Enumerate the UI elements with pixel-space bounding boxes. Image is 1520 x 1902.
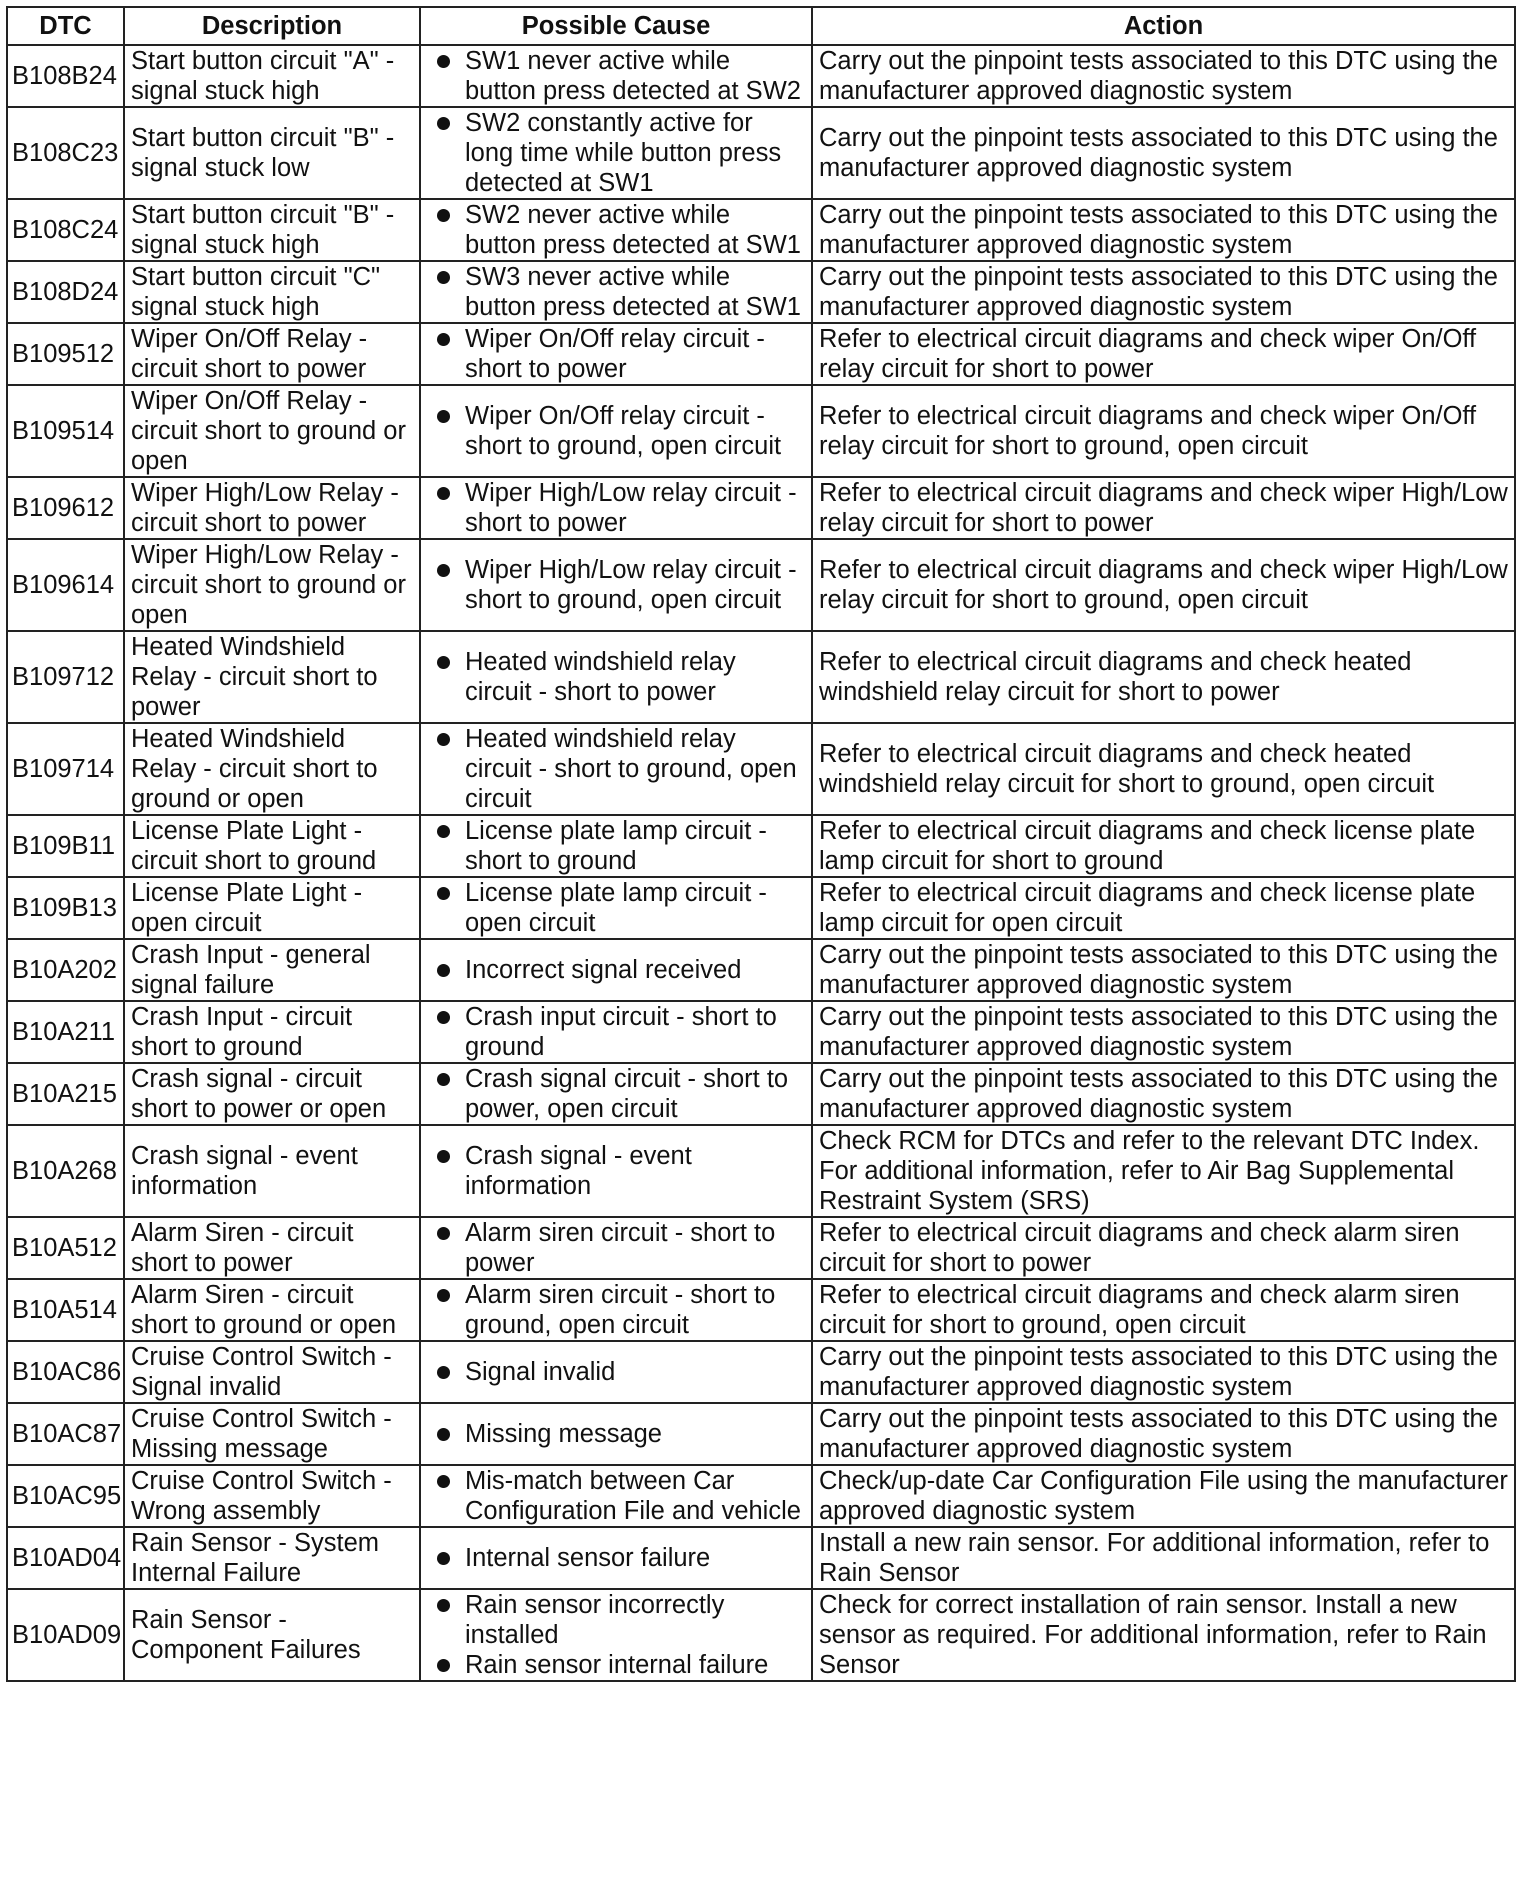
dtc-code: B108C23 xyxy=(7,107,124,199)
cause-item: Rain sensor internal failure xyxy=(431,1650,805,1680)
cause-item: Signal invalid xyxy=(431,1357,805,1387)
action-text: Refer to electrical circuit diagrams and check alarm siren circuit for short to ground, open circuit xyxy=(812,1279,1515,1341)
action-text: Carry out the pinpoint tests associated to this DTC using the manufacturer approved diagnostic system xyxy=(812,1403,1515,1465)
action-text: Refer to electrical circuit diagrams and check wiper On/Off relay circuit for short to ground, open circuit xyxy=(812,385,1515,477)
cause-list xyxy=(431,1466,805,1526)
action-text: Carry out the pinpoint tests associated to this DTC using the manufacturer approved diagnostic system xyxy=(812,45,1515,107)
cause-list xyxy=(431,200,805,260)
cause-item: Incorrect signal received xyxy=(431,955,805,985)
dtc-code: B10AD09 xyxy=(7,1589,124,1681)
action-text: Carry out the pinpoint tests associated to this DTC using the manufacturer approved diagnostic system xyxy=(812,1341,1515,1403)
possible-cause-cell xyxy=(420,107,812,199)
dtc-description: Heated Windshield Relay - circuit short to power xyxy=(124,631,420,723)
action-text: Refer to electrical circuit diagrams and check wiper On/Off relay circuit for short to power xyxy=(812,323,1515,385)
table-row xyxy=(7,539,1515,631)
table-row xyxy=(7,107,1515,199)
cause-list xyxy=(431,555,805,615)
dtc-description: Crash Input - general signal failure xyxy=(124,939,420,1001)
table-row xyxy=(7,1063,1515,1125)
cause-item: Alarm siren circuit - short to ground, open circuit xyxy=(431,1280,805,1340)
possible-cause-cell xyxy=(420,1217,812,1279)
cause-item: Crash signal circuit - short to power, open circuit xyxy=(431,1064,805,1124)
cause-item: Rain sensor incorrectly installed xyxy=(431,1590,805,1650)
dtc-code: B109614 xyxy=(7,539,124,631)
header-row xyxy=(7,7,1515,45)
possible-cause-cell xyxy=(420,1527,812,1589)
dtc-code: B10A512 xyxy=(7,1217,124,1279)
cause-item: Wiper On/Off relay circuit - short to ground, open circuit xyxy=(431,401,805,461)
dtc-description: Start button circuit "B" - signal stuck high xyxy=(124,199,420,261)
action-text: Refer to electrical circuit diagrams and check wiper High/Low relay circuit for short to ground, open circuit xyxy=(812,539,1515,631)
table-row xyxy=(7,477,1515,539)
dtc-description: Wiper On/Off Relay - circuit short to ground or open xyxy=(124,385,420,477)
cause-item: SW2 never active while button press detected at SW1 xyxy=(431,200,805,260)
cause-item: Wiper On/Off relay circuit - short to power xyxy=(431,324,805,384)
dtc-description: Start button circuit "B" - signal stuck low xyxy=(124,107,420,199)
dtc-description: Cruise Control Switch - Missing message xyxy=(124,1403,420,1465)
possible-cause-cell xyxy=(420,45,812,107)
action-text: Check/up-date Car Configuration File using the manufacturer approved diagnostic system xyxy=(812,1465,1515,1527)
dtc-description: Heated Windshield Relay - circuit short to ground or open xyxy=(124,723,420,815)
cause-list xyxy=(431,1280,805,1340)
dtc-code: B10AD04 xyxy=(7,1527,124,1589)
dtc-code: B10A211 xyxy=(7,1001,124,1063)
dtc-code: B108D24 xyxy=(7,261,124,323)
cause-list xyxy=(431,1064,805,1124)
dtc-description: Rain Sensor - System Internal Failure xyxy=(124,1527,420,1589)
dtc-code: B10AC95 xyxy=(7,1465,124,1527)
dtc-description: Crash signal - event information xyxy=(124,1125,420,1217)
possible-cause-cell xyxy=(420,723,812,815)
dtc-code: B109512 xyxy=(7,323,124,385)
cause-item: SW2 constantly active for long time while button press detected at SW1 xyxy=(431,108,805,198)
action-text: Carry out the pinpoint tests associated to this DTC using the manufacturer approved diagnostic system xyxy=(812,261,1515,323)
dtc-description: Wiper High/Low Relay - circuit short to power xyxy=(124,477,420,539)
table-row xyxy=(7,631,1515,723)
cause-item: Mis-match between Car Configuration File and vehicle xyxy=(431,1466,805,1526)
table-row xyxy=(7,723,1515,815)
action-text: Check RCM for DTCs and refer to the relevant DTC Index. For additional information, refer to Air Bag Supplemental Restraint System (SRS) xyxy=(812,1125,1515,1217)
dtc-description: Start button circuit "C" signal stuck high xyxy=(124,261,420,323)
cause-item: Missing message xyxy=(431,1419,805,1449)
possible-cause-cell xyxy=(420,1063,812,1125)
cause-item: Heated windshield relay circuit - short to power xyxy=(431,647,805,707)
cause-list xyxy=(431,401,805,461)
possible-cause-cell xyxy=(420,199,812,261)
table-header xyxy=(7,7,1515,45)
dtc-table xyxy=(6,6,1516,1682)
dtc-description: Cruise Control Switch - Signal invalid xyxy=(124,1341,420,1403)
table-row xyxy=(7,385,1515,477)
table-row xyxy=(7,1403,1515,1465)
cause-item: Crash input circuit - short to ground xyxy=(431,1002,805,1062)
possible-cause-cell xyxy=(420,631,812,723)
action-text: Carry out the pinpoint tests associated to this DTC using the manufacturer approved diagnostic system xyxy=(812,939,1515,1001)
possible-cause-cell xyxy=(420,939,812,1001)
action-text: Refer to electrical circuit diagrams and check license plate lamp circuit for short to ground xyxy=(812,815,1515,877)
table-row xyxy=(7,1341,1515,1403)
possible-cause-cell xyxy=(420,1001,812,1063)
table-row xyxy=(7,45,1515,107)
action-text: Install a new rain sensor. For additional information, refer to Rain Sensor xyxy=(812,1527,1515,1589)
dtc-description: License Plate Light - circuit short to ground xyxy=(124,815,420,877)
cause-list xyxy=(431,46,805,106)
header-description: Description xyxy=(124,7,420,45)
action-text: Carry out the pinpoint tests associated to this DTC using the manufacturer approved diagnostic system xyxy=(812,199,1515,261)
cause-list xyxy=(431,816,805,876)
table-row xyxy=(7,199,1515,261)
possible-cause-cell xyxy=(420,261,812,323)
action-text: Carry out the pinpoint tests associated to this DTC using the manufacturer approved diagnostic system xyxy=(812,1063,1515,1125)
dtc-description: Wiper High/Low Relay - circuit short to ground or open xyxy=(124,539,420,631)
cause-item: License plate lamp circuit - open circuit xyxy=(431,878,805,938)
cause-list xyxy=(431,955,805,985)
action-text: Refer to electrical circuit diagrams and check license plate lamp circuit for open circuit xyxy=(812,877,1515,939)
dtc-description: Alarm Siren - circuit short to power xyxy=(124,1217,420,1279)
dtc-description: Crash Input - circuit short to ground xyxy=(124,1001,420,1063)
action-text: Refer to electrical circuit diagrams and check heated windshield relay circuit for short to power xyxy=(812,631,1515,723)
cause-list xyxy=(431,724,805,814)
cause-list xyxy=(431,262,805,322)
cause-list xyxy=(431,1002,805,1062)
cause-item: Wiper High/Low relay circuit - short to power xyxy=(431,478,805,538)
cause-list xyxy=(431,1218,805,1278)
dtc-code: B10A514 xyxy=(7,1279,124,1341)
possible-cause-cell xyxy=(420,1589,812,1681)
cause-list xyxy=(431,1543,805,1573)
dtc-description: License Plate Light - open circuit xyxy=(124,877,420,939)
table-row xyxy=(7,1527,1515,1589)
cause-list xyxy=(431,478,805,538)
dtc-code: B109612 xyxy=(7,477,124,539)
cause-item: Heated windshield relay circuit - short to ground, open circuit xyxy=(431,724,805,814)
possible-cause-cell xyxy=(420,385,812,477)
table-row xyxy=(7,323,1515,385)
dtc-description: Wiper On/Off Relay - circuit short to power xyxy=(124,323,420,385)
dtc-code: B109712 xyxy=(7,631,124,723)
possible-cause-cell xyxy=(420,877,812,939)
possible-cause-cell xyxy=(420,1465,812,1527)
cause-item: License plate lamp circuit - short to ground xyxy=(431,816,805,876)
dtc-code: B10A268 xyxy=(7,1125,124,1217)
dtc-code: B10A202 xyxy=(7,939,124,1001)
dtc-code: B109B11 xyxy=(7,815,124,877)
action-text: Check for correct installation of rain sensor. Install a new sensor as required. For additional information, refer to Rain Sensor xyxy=(812,1589,1515,1681)
table-row xyxy=(7,1217,1515,1279)
dtc-description: Rain Sensor - Component Failures xyxy=(124,1589,420,1681)
table-body xyxy=(7,45,1515,1681)
table-row xyxy=(7,1279,1515,1341)
table-row xyxy=(7,1001,1515,1063)
cause-list xyxy=(431,647,805,707)
possible-cause-cell xyxy=(420,1125,812,1217)
action-text: Carry out the pinpoint tests associated to this DTC using the manufacturer approved diagnostic system xyxy=(812,1001,1515,1063)
cause-list xyxy=(431,1357,805,1387)
dtc-table-sheet xyxy=(6,6,1514,1682)
dtc-code: B109B13 xyxy=(7,877,124,939)
cause-list xyxy=(431,108,805,198)
possible-cause-cell xyxy=(420,539,812,631)
cause-item: Internal sensor failure xyxy=(431,1543,805,1573)
dtc-description: Crash signal - circuit short to power or open xyxy=(124,1063,420,1125)
possible-cause-cell xyxy=(420,477,812,539)
action-text: Refer to electrical circuit diagrams and check alarm siren circuit for short to power xyxy=(812,1217,1515,1279)
table-row xyxy=(7,1125,1515,1217)
action-text: Carry out the pinpoint tests associated to this DTC using the manufacturer approved diagnostic system xyxy=(812,107,1515,199)
table-row xyxy=(7,1589,1515,1681)
header-dtc: DTC xyxy=(7,7,124,45)
cause-list xyxy=(431,878,805,938)
dtc-code: B10AC86 xyxy=(7,1341,124,1403)
cause-item: Wiper High/Low relay circuit - short to ground, open circuit xyxy=(431,555,805,615)
possible-cause-cell xyxy=(420,323,812,385)
table-row xyxy=(7,877,1515,939)
possible-cause-cell xyxy=(420,815,812,877)
cause-item: Crash signal - event information xyxy=(431,1141,805,1201)
dtc-description: Start button circuit "A" - signal stuck high xyxy=(124,45,420,107)
dtc-code: B109714 xyxy=(7,723,124,815)
cause-item: SW1 never active while button press detected at SW2 xyxy=(431,46,805,106)
dtc-code: B108B24 xyxy=(7,45,124,107)
dtc-code: B10A215 xyxy=(7,1063,124,1125)
cause-item: SW3 never active while button press detected at SW1 xyxy=(431,262,805,322)
possible-cause-cell xyxy=(420,1341,812,1403)
table-row xyxy=(7,1465,1515,1527)
table-row xyxy=(7,261,1515,323)
header-action: Action xyxy=(812,7,1515,45)
cause-list xyxy=(431,1590,805,1680)
dtc-description: Alarm Siren - circuit short to ground or open xyxy=(124,1279,420,1341)
cause-list xyxy=(431,324,805,384)
action-text: Refer to electrical circuit diagrams and check wiper High/Low relay circuit for short to power xyxy=(812,477,1515,539)
table-row xyxy=(7,815,1515,877)
cause-list xyxy=(431,1141,805,1201)
dtc-code: B109514 xyxy=(7,385,124,477)
cause-item: Alarm siren circuit - short to power xyxy=(431,1218,805,1278)
possible-cause-cell xyxy=(420,1403,812,1465)
table-row xyxy=(7,939,1515,1001)
dtc-code: B10AC87 xyxy=(7,1403,124,1465)
header-possible-cause: Possible Cause xyxy=(420,7,812,45)
dtc-description: Cruise Control Switch - Wrong assembly xyxy=(124,1465,420,1527)
cause-list xyxy=(431,1419,805,1449)
action-text: Refer to electrical circuit diagrams and check heated windshield relay circuit for short to ground, open circuit xyxy=(812,723,1515,815)
possible-cause-cell xyxy=(420,1279,812,1341)
dtc-code: B108C24 xyxy=(7,199,124,261)
